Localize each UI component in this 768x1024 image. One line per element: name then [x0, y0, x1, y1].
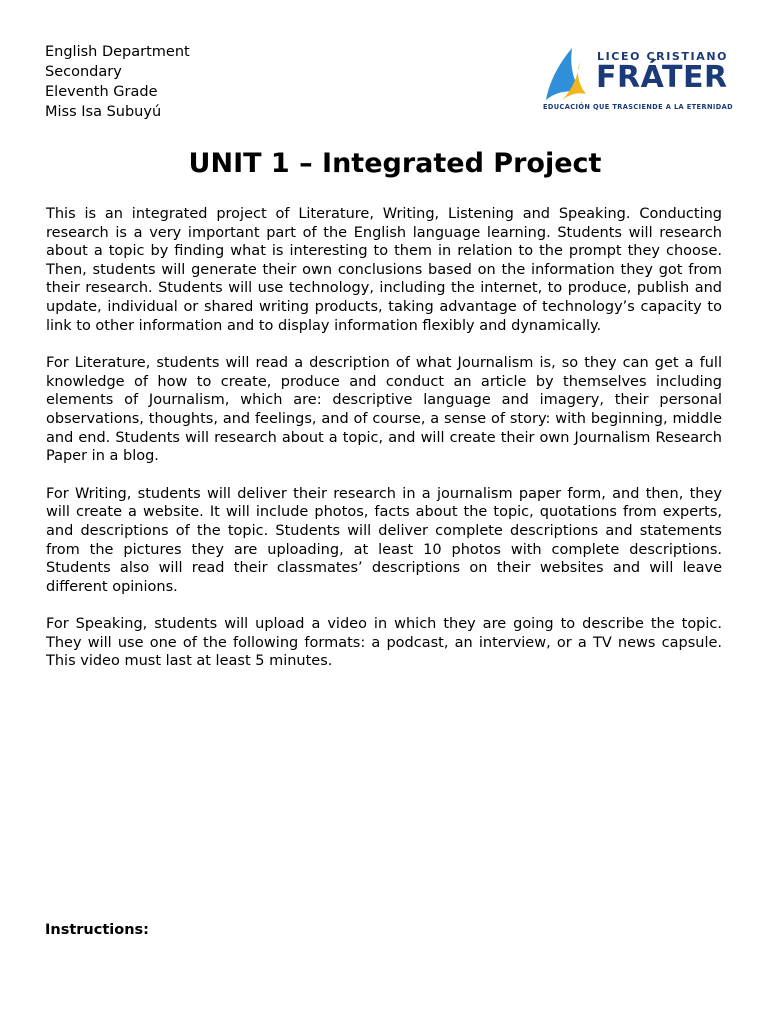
instructions-heading: Instructions: — [45, 922, 149, 938]
header-info — [45, 42, 190, 122]
writing-paragraph: For Writing, students will deliver their research in a journalism paper form, and then, they will create a website. It will include photos, facts about the topic, quotations from experts, and descriptions of the topic. Students will deliver complete descriptions and statements from the pictures they are uploading, at least 10 photos with complete descriptions. Students also will read their classmates’ descriptions on their websites and will leave different opinions. — [46, 485, 722, 595]
page-title: UNIT 1 – Integrated Project — [188, 148, 602, 179]
logo-main-text: FRÁTER — [596, 60, 728, 95]
body-text — [46, 205, 722, 690]
department-label: English Department — [45, 44, 190, 60]
speaking-paragraph: For Speaking, students will upload a video in which they are going to describe the topic. They will use one of the following formats: a podcast, an interview, or a TV news capsule. This video must last at least 5 minutes. — [46, 616, 722, 670]
school-logo — [540, 44, 733, 116]
logo-motto: EDUCACIÓN QUE TRASCIENDE A LA ETERNIDAD — [543, 103, 733, 111]
sail-icon — [542, 46, 588, 102]
grade-label: Eleventh Grade — [45, 84, 158, 100]
level-label: Secondary — [45, 64, 122, 80]
literature-paragraph: For Literature, students will read a description of what Journalism is, so they can get a full knowledge of how to create, produce and conduct an article by themselves including elements of Journalism, which are: descriptive language and imagery, their personal observations, thoughts, and feelings, and of course, a sense of story: with beginning, middle and end. Students will research about a topic, and will create their own Journalism Research Paper in a blog. — [46, 355, 722, 465]
intro-paragraph: This is an integrated project of Literature, Writing, Listening and Speaking. Conducting research is a very important part of the English language learning. Students will research about a topic by finding what is interesting to them in relation to the prompt they choose. Then, students will generate their own conclusions based on the information they got from their research. Students will use technology, including the internet, to produce, publish and update, individual or shared writing products, taking advantage of technology’s capacity to link to other information and to display information flexibly and dynamically. — [46, 206, 722, 334]
logo-top-text: LICEO CRISTIANO — [597, 50, 729, 63]
teacher-label: Miss Isa Subuyú — [45, 104, 162, 120]
